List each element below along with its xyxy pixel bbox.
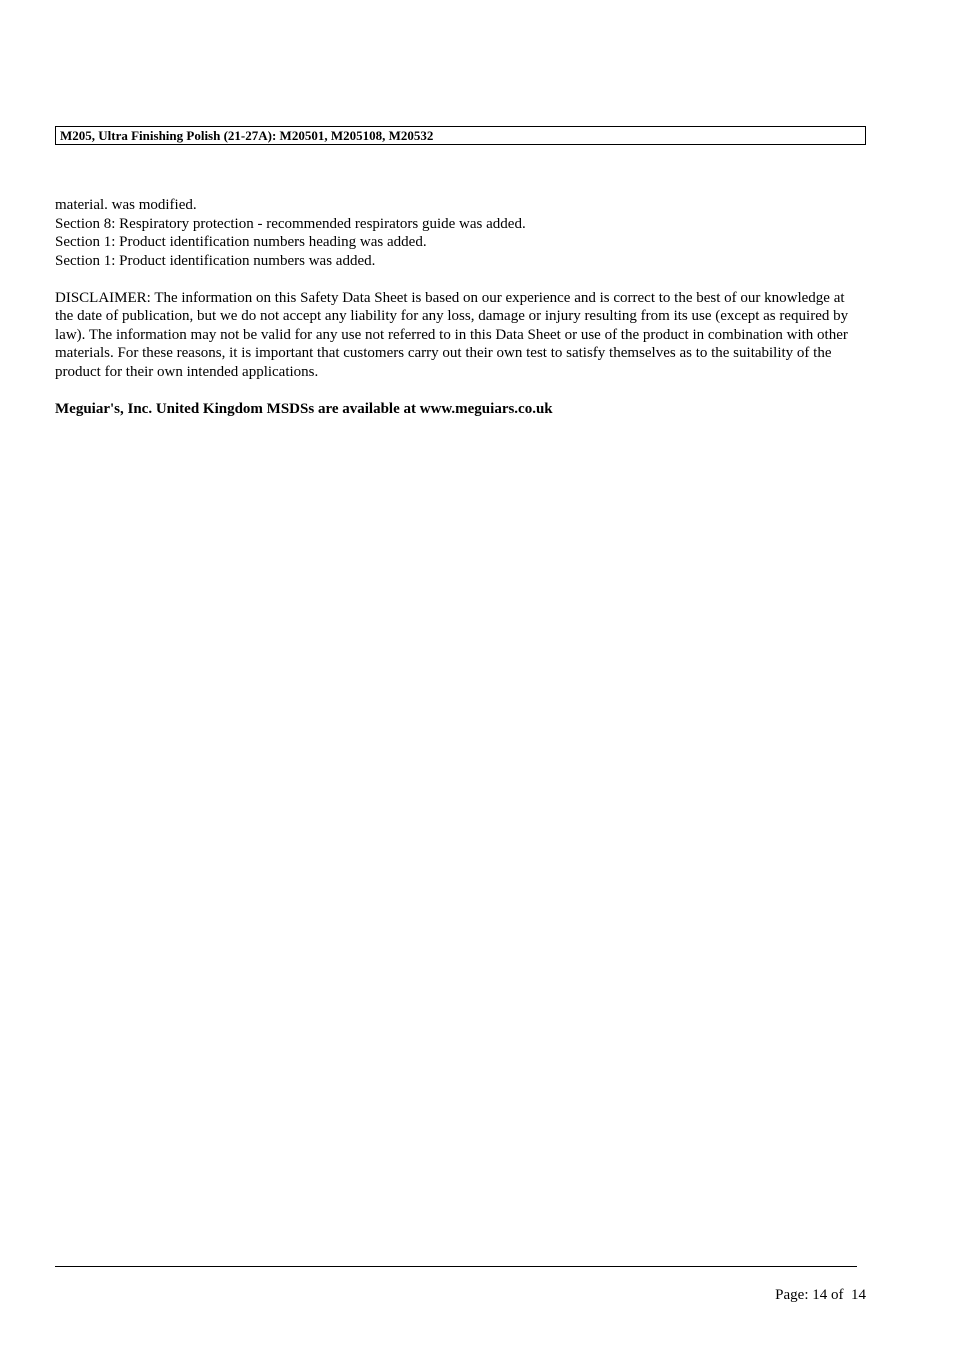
paragraph-gap xyxy=(55,270,855,289)
footer-divider xyxy=(55,1266,857,1267)
revision-line: Section 1: Product identification numbers was added. xyxy=(55,252,376,269)
page-number: Page: 14 of 14 xyxy=(775,1287,866,1303)
revision-line: material. was modified. xyxy=(55,197,197,213)
disclaimer-paragraph: DISCLAIMER: The information on this Safety Data Sheet is based on our experience and is correct to the best of our knowledge at the date of publication, but we do not accept any liability for any loss, damage or injury resulting from its use (except as required by law). The information may not be valid for any use not referred to in this Data Sheet or use of the product in combination with other materials. For these reasons, it is important that customers carry out their own test to satisfy themselves as to the suitability of the product for their own intended applications. xyxy=(55,289,849,380)
document-body xyxy=(55,196,855,418)
paragraph-gap xyxy=(55,381,855,400)
revision-line: Section 8: Respiratory protection - recommended respirators guide was added. xyxy=(55,215,526,232)
revision-line: Section 1: Product identification numbers heading was added. xyxy=(55,234,427,250)
product-title: M205, Ultra Finishing Polish (21-27A): M20501, M205108, M20532 xyxy=(60,128,434,143)
revision-list xyxy=(55,196,855,270)
document-header xyxy=(55,126,866,145)
msds-availability-note: Meguiar's, Inc. United Kingdom MSDSs are available at www.meguiars.co.uk xyxy=(55,400,553,417)
